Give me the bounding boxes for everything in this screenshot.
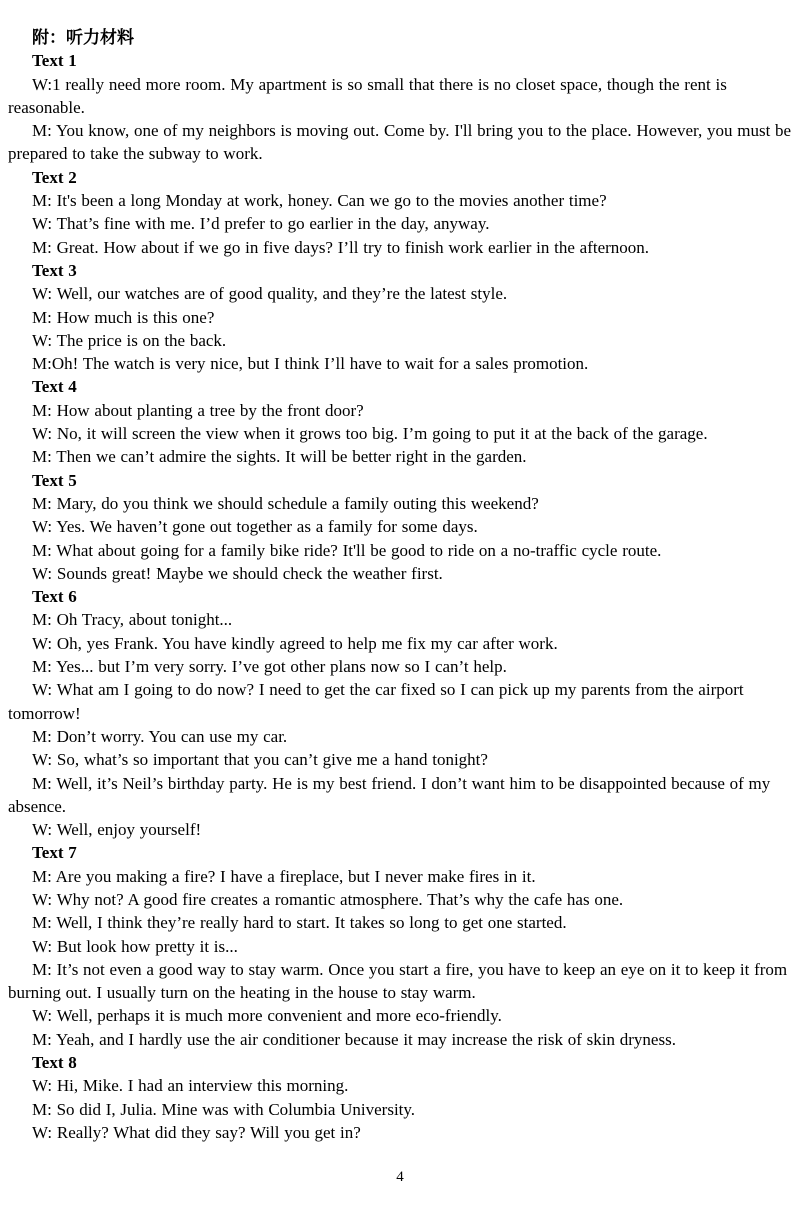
dialogue-line: W: But look how pretty it is... [32,936,238,956]
dialogue-line: M: Don’t worry. You can use my car. [32,726,288,746]
dialogue-line: M: Then we can’t admire the sights. It will be better right in the garden. [32,447,527,467]
dialogue-line: M:Oh! The watch is very nice, but I think I’ll have to wait for a sales promotion. [32,354,589,374]
dialogue-line: W: That’s fine with me. I’d prefer to go earlier in the day, anyway. [32,214,490,234]
document-header: 附：听力材料 [32,28,134,47]
section-title: Text 1 [32,51,77,71]
dialogue-line: W: No, it will screen the view when it grows too big. I’m going to put it at the back of the garage. [32,424,708,444]
dialogue-line: W: What am I going to do now? I need to get the car fixed so I can pick up my parents from the airport tomorrow! [8,680,744,723]
section-title: Text 3 [32,260,77,280]
dialogue-line: M: How much is this one? [32,307,215,327]
dialogue-line: M: Well, I think they’re really hard to start. It takes so long to get one started. [32,913,567,933]
dialogue-line: M: It’s not even a good way to stay warm. Once you start a fire, you have to keep an eye on it to keep it from burning out. I usually turn on the heating in the house to stay warm. [8,959,788,1003]
dialogue-line: W: Yes. We haven’t gone out together as a family for some days. [32,517,478,537]
dialogue-line: W: Oh, yes Frank. You have kindly agreed to help me fix my car after work. [32,633,558,653]
dialogue-line: W:1 really need more room. My apartment is so small that there is no closet space, though the rent is reasonable. [8,74,727,117]
section-title: Text 5 [32,470,77,490]
section-title: Text 2 [32,167,77,187]
dialogue-line: W: Well, enjoy yourself! [32,820,202,840]
dialogue-line: M: Well, it’s Neil’s birthday party. He is my best friend. I don’t want him to be disappointed because of my absence. [8,773,771,816]
dialogue-line: W: Why not? A good fire creates a romantic atmosphere. That’s why the cafe has one. [32,889,624,909]
dialogue-line: M: Oh Tracy, about tonight... [32,610,233,630]
dialogue-line: W: The price is on the back. [32,330,227,350]
dialogue-line: W: Well, our watches are of good quality, and they’re the latest style. [32,284,508,304]
dialogue-line: M: You know, one of my neighbors is moving out. Come by. I'll bring you to the place. However, you must be prepared to take the subway to work. [8,121,792,164]
dialogue-line: M: It's been a long Monday at work, honey. Can we go to the movies another time? [32,191,607,211]
dialogue-line: M: Mary, do you think we should schedule a family outing this weekend? [32,493,539,513]
section-title: Text 4 [32,377,77,397]
dialogue-line: W: So, what’s so important that you can’t give me a hand tonight? [32,750,488,770]
dialogue-line: M: Yes... but I’m very sorry. I’ve got other plans now so I can’t help. [32,657,507,677]
section-title: Text 6 [32,587,77,607]
dialogue-line: M: How about planting a tree by the front door? [32,400,364,420]
dialogue-line: M: Great. How about if we go in five days? I’ll try to finish work earlier in the afternoon. [32,237,650,257]
dialogue-line: W: Well, perhaps it is much more convenient and more eco-friendly. [32,1006,502,1026]
dialogue-line: M: So did I, Julia. Mine was with Columbia University. [32,1099,416,1119]
dialogue-line: M: Yeah, and I hardly use the air conditioner because it may increase the risk of skin dryness. [32,1029,676,1049]
dialogue-line: W: Really? What did they say? Will you get in? [32,1122,361,1142]
dialogue-line: W: Sounds great! Maybe we should check the weather first. [32,563,443,583]
dialogue-line: M: What about going for a family bike ride? It'll be good to ride on a no-traffic cycle route. [32,540,662,560]
section-title: Text 7 [32,843,77,863]
dialogue-line: W: Hi, Mike. I had an interview this morning. [32,1076,349,1096]
section-title: Text 8 [32,1053,77,1073]
transcript-sections [8,49,792,1144]
dialogue-line: M: Are you making a fire? I have a fireplace, but I never make fires in it. [32,866,536,886]
page-number: 4 [396,1168,404,1185]
